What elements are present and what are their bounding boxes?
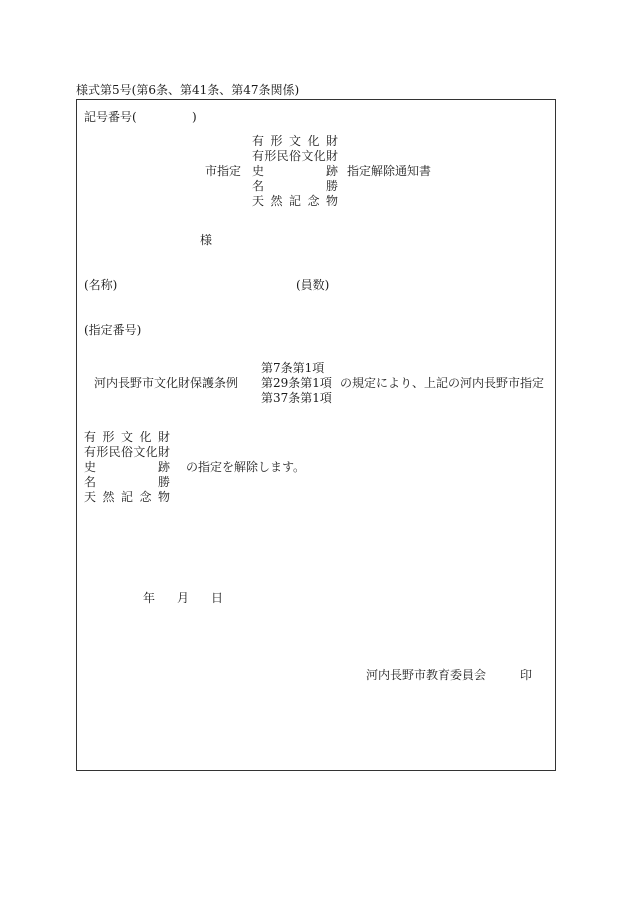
title-category-natural-monument: 天然記念物 bbox=[252, 194, 338, 208]
date-year: 年 bbox=[143, 591, 156, 605]
title-category-stack bbox=[252, 134, 338, 209]
body-statement: の指定を解除します。 bbox=[186, 460, 306, 474]
title-category-tangible: 有形文化財 bbox=[252, 134, 338, 148]
body-category-tangible: 有形文化財 bbox=[84, 430, 170, 444]
body-category-natural-monument: 天然記念物 bbox=[84, 490, 170, 504]
ordinance-name: 河内長野市文化財保護条例 bbox=[94, 376, 239, 390]
ordinance-article-37: 第37条第1項 bbox=[261, 391, 332, 405]
issuer-seal: 印 bbox=[520, 668, 533, 682]
title-category-folk: 有形民俗文化財 bbox=[252, 149, 338, 163]
date-day: 日 bbox=[211, 591, 224, 605]
body-category-scenic-spot: 名勝 bbox=[84, 475, 170, 489]
name-label: (名称) bbox=[84, 278, 118, 292]
body-category-stack bbox=[84, 430, 170, 505]
ordinance-continuation: の規定により、上記の河内長野市指定 bbox=[340, 376, 545, 390]
addressee-honorific: 様 bbox=[200, 233, 213, 247]
designation-number-label: (指定番号) bbox=[84, 323, 142, 337]
ordinance-article-7: 第7条第1項 bbox=[261, 361, 325, 375]
form-caption: 様式第5号(第6条、第41条、第47条関係) bbox=[76, 83, 300, 97]
record-number-label: 記号番号( bbox=[84, 110, 137, 124]
date-month: 月 bbox=[177, 591, 190, 605]
issuer-name: 河内長野市教育委員会 bbox=[366, 668, 487, 682]
body-category-historic-site: 史跡 bbox=[84, 460, 170, 474]
count-label: (員数) bbox=[296, 278, 330, 292]
record-number-close: ) bbox=[192, 110, 197, 124]
ordinance-article-stack bbox=[261, 361, 332, 406]
title-category-scenic-spot: 名勝 bbox=[252, 179, 338, 193]
title-prefix: 市指定 bbox=[205, 164, 242, 178]
body-category-folk: 有形民俗文化財 bbox=[84, 445, 170, 459]
ordinance-article-29: 第29条第1項 bbox=[261, 376, 332, 390]
title-category-historic-site: 史跡 bbox=[252, 164, 338, 178]
title-suffix: 指定解除通知書 bbox=[347, 164, 432, 178]
